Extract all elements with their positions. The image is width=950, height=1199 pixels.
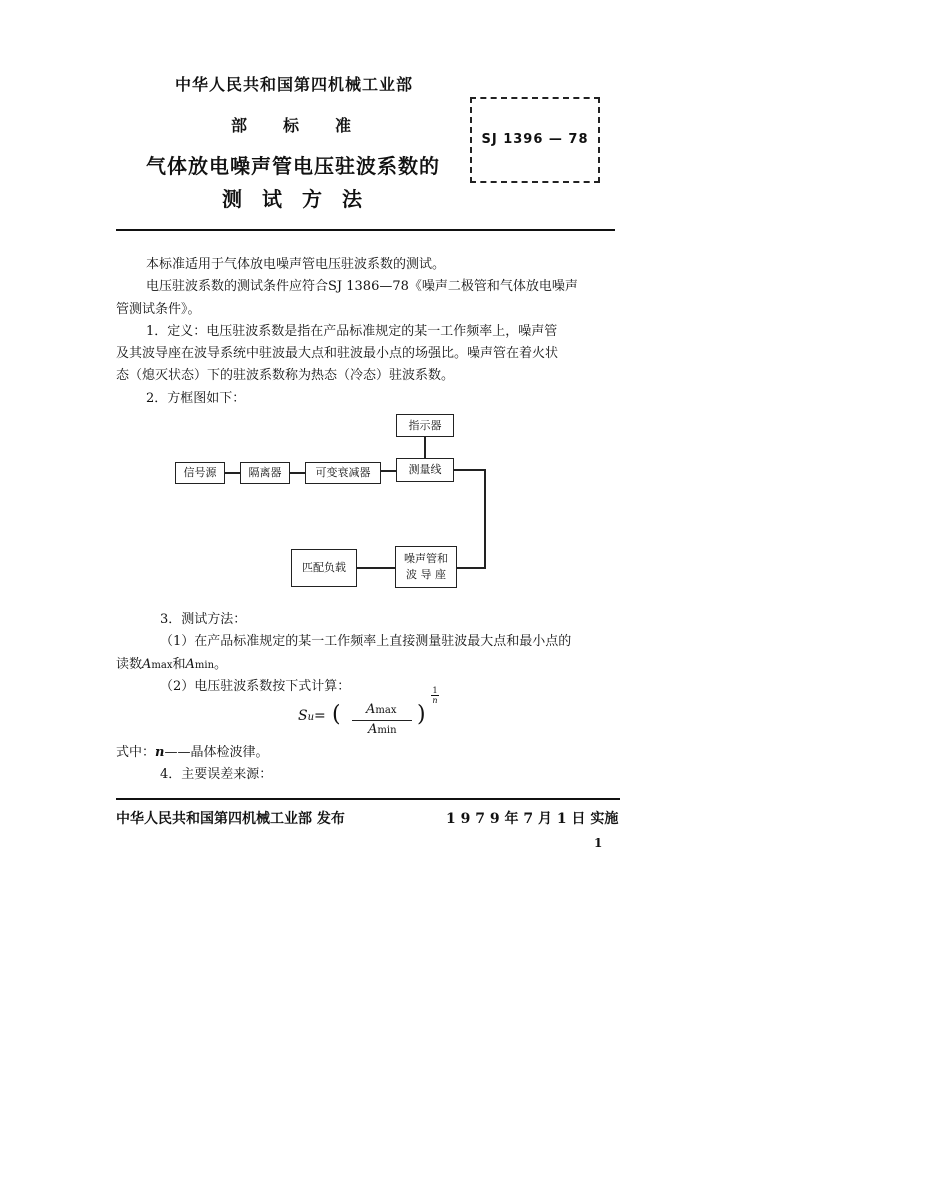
formula-s-symbol: S <box>298 708 308 724</box>
noise-tube-label-line-1: 噪声管和 <box>404 552 448 565</box>
exponent-denominator: n <box>432 696 438 705</box>
measuring-line-box <box>396 458 454 482</box>
definition-line-2: 及其波导座在波导系统中驻波最大点和驻波最小点的场强比。噪声管在着火状 <box>116 346 559 361</box>
noise-tube-waveguide-box <box>395 546 457 588</box>
footer-effective-date: 1 9 7 9 年 7 月 1 日 实施 <box>446 811 619 827</box>
connector-source-isolator <box>225 472 240 474</box>
method-step-1-line-2 <box>116 655 227 676</box>
document-title-char-2: 试 <box>262 187 282 211</box>
error-sources-heading: 4．主要误差来源： <box>160 767 273 782</box>
formula-open-paren: ( <box>332 702 341 727</box>
formula-equals: = <box>314 708 326 724</box>
variable-attenuator-box <box>305 462 381 484</box>
document-title-char-4: 法 <box>342 187 362 211</box>
connector-noise-tube-load <box>357 567 395 569</box>
where-prefix: 式中： <box>116 745 156 760</box>
formula-numerator <box>366 702 396 717</box>
formula-fraction-bar <box>352 720 412 721</box>
numerator-a: A <box>366 702 376 717</box>
formula-denominator <box>368 722 397 737</box>
method-step-2: （2）电压驻波系数按下式计算： <box>160 679 351 694</box>
test-method-heading: 3．测试方法： <box>160 612 247 627</box>
where-definition: ——晶体检波律。 <box>164 745 269 760</box>
document-title-char-1: 测 <box>222 187 242 211</box>
connector-right-vertical <box>484 469 486 569</box>
variable-attenuator-label: 可变衰减器 <box>315 466 371 479</box>
measuring-line-label: 测量线 <box>408 463 442 476</box>
connector-isolator-attenuator <box>290 472 305 474</box>
conditions-paragraph-line-2: 管测试条件》。 <box>116 302 201 317</box>
signal-source-label: 信号源 <box>183 466 217 479</box>
isolator-label: 隔离器 <box>248 466 282 479</box>
amax-symbol: A <box>142 657 152 672</box>
amin-symbol: A <box>185 657 195 672</box>
connector-right-to-noise-tube <box>457 567 485 569</box>
matched-load-box <box>291 549 357 587</box>
denominator-sub: min <box>377 725 397 736</box>
period: 。 <box>214 657 228 672</box>
amax-subscript: max <box>151 660 173 671</box>
numerator-sub: max <box>375 705 397 716</box>
exponent-numerator: 1 <box>432 686 438 695</box>
document-title-char-3: 方 <box>302 187 322 211</box>
issuing-ministry: 中华人民共和国第四机械工业部 <box>175 75 414 94</box>
formula-lhs <box>298 708 326 724</box>
connector-measuring-right <box>454 469 485 471</box>
formula-close-paren: ) <box>417 702 426 727</box>
document-title-line-1: 气体放电噪声管电压驻波系数的 <box>146 154 440 178</box>
header-divider <box>116 229 615 231</box>
formula-s-subscript: u <box>307 712 315 723</box>
noise-tube-label-line-2: 波 导 座 <box>406 568 446 581</box>
indicator-box <box>396 414 454 437</box>
indicator-label: 指示器 <box>408 418 442 432</box>
standard-type-char-3: 准 <box>335 116 352 135</box>
formula-exponent <box>431 686 439 705</box>
standard-code: SJ 1396 — 78 <box>481 132 589 147</box>
page-number: 1 <box>594 836 603 850</box>
formula-where-line <box>116 743 268 763</box>
conditions-paragraph-line-1: 电压驻波系数的测试条件应符合SJ 1386—78《噪声二极管和气体放电噪声 <box>146 279 578 294</box>
reading-prefix: 读数 <box>116 657 143 672</box>
block-diagram-heading: 2．方框图如下： <box>146 391 246 406</box>
method-step-1-line-1: （1）在产品标准规定的某一工作频率上直接测量驻波最大点和最小点的 <box>160 634 572 649</box>
scope-paragraph: 本标准适用于气体放电噪声管电压驻波系数的测试。 <box>146 257 446 272</box>
denominator-a: A <box>368 722 378 737</box>
amin-subscript: min <box>194 660 215 671</box>
matched-load-label: 匹配负载 <box>302 561 346 574</box>
definition-line-1: 1．定义：电压驻波系数是指在产品标准规定的某一工作频率上，噪声管 <box>146 324 558 339</box>
definition-line-3: 态（熄灭状态）下的驻波系数称为热态（冷态）驻波系数。 <box>116 368 455 383</box>
footer-divider <box>116 798 620 800</box>
standard-type-char-2: 标 <box>283 116 300 135</box>
isolator-box <box>240 462 290 484</box>
standard-code-box <box>470 97 600 183</box>
standard-type-char-1: 部 <box>231 116 248 135</box>
and-text: 和 <box>172 657 186 672</box>
where-variable: n <box>155 745 165 760</box>
connector-attenuator-measuring <box>381 470 396 472</box>
signal-source-box <box>175 462 225 484</box>
footer-publisher: 中华人民共和国第四机械工业部 发布 <box>116 811 345 827</box>
connector-indicator-measuring <box>424 437 426 458</box>
